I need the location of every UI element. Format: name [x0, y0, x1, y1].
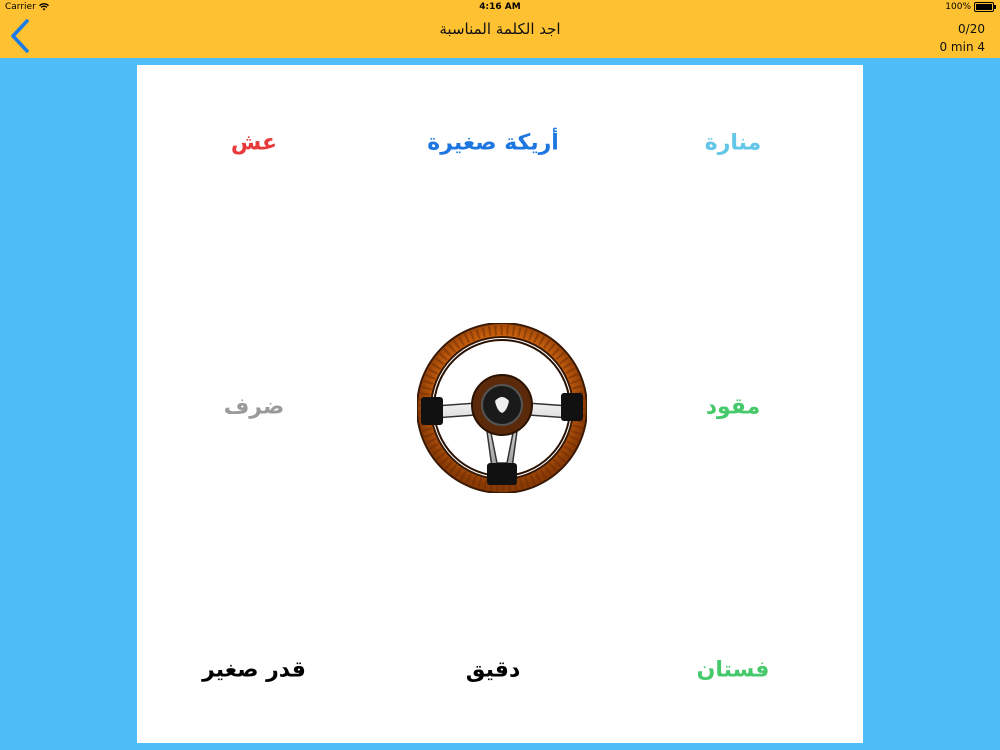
battery-icon	[974, 2, 994, 12]
progress-info	[939, 20, 985, 56]
word-option-6[interactable]: قدر صغير	[202, 657, 306, 683]
score-counter: 0/20	[958, 22, 985, 36]
battery-percent: 100%	[945, 2, 971, 12]
word-option-1[interactable]: عش	[230, 130, 278, 156]
word-option-5[interactable]: مقود	[705, 394, 761, 420]
word-option-4[interactable]: ضرف	[223, 394, 285, 420]
word-option-8[interactable]: فستان	[696, 657, 770, 683]
word-option-7[interactable]: دقيق	[465, 657, 521, 683]
carrier-label: Carrier	[5, 2, 36, 12]
word-option-2[interactable]: أريكة صغيرة	[427, 130, 559, 156]
word-option-3[interactable]: منارة	[704, 130, 762, 156]
status-time: 4:16 AM	[479, 2, 521, 12]
game-board	[137, 65, 863, 743]
status-bar	[0, 0, 1000, 16]
steering-wheel-icon	[417, 323, 587, 493]
page-title: اجد الكلمة المناسبة	[439, 20, 561, 38]
battery-indicator	[945, 2, 994, 12]
timer-label: 0 min 4	[939, 40, 985, 54]
navigation-bar	[0, 0, 1000, 58]
